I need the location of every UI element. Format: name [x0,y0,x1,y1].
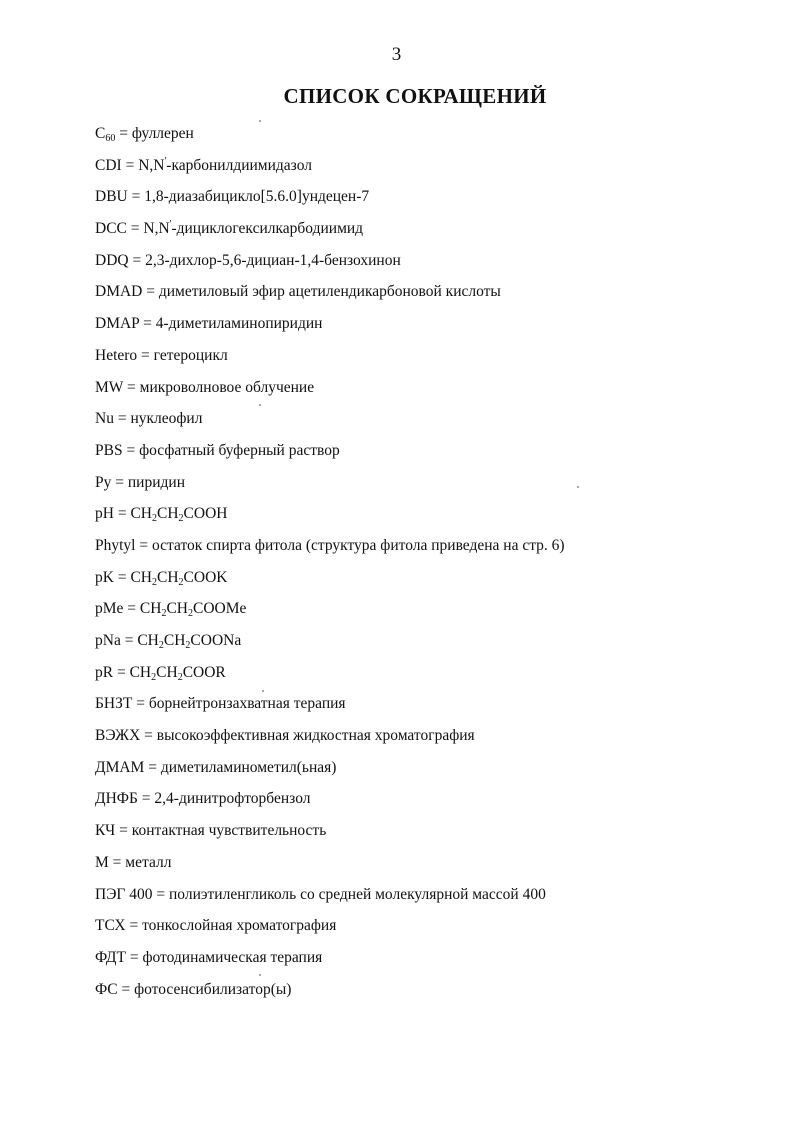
formula-part: CH [157,505,179,523]
separator: = [123,378,140,396]
formula-subscript: 2 [177,671,183,683]
separator: = [132,695,149,713]
abbreviation-definition: борнейтронзахватная терапия [148,695,346,713]
formula-part: CH [139,600,162,618]
prime-mark: ' [164,155,167,167]
abbreviation-key: pR [95,663,114,681]
abbreviation-definition: тонкослойная хроматография [142,917,337,935]
separator: = [127,188,145,206]
abbreviation-item [95,150,775,182]
abbreviation-item [95,340,775,372]
formula-subscript: 2 [178,576,184,588]
formula-part: CH [137,632,159,649]
formula-part: CH [157,568,179,586]
abbreviation-key-subscript: 60 [105,133,116,144]
abbreviation-item [95,403,775,435]
abbreviation-definition: металл [125,853,172,871]
scan-speck [577,486,579,488]
abbreviation-item [95,910,775,942]
abbreviation-key: DMAD [95,283,143,301]
scan-speck [262,690,264,692]
abbreviation-list [95,118,775,1005]
separator: = [128,251,146,269]
scan-speck [259,974,261,976]
abbreviation-definition: фосфатный буферный раствор [139,441,340,459]
abbreviation-key: DCC [95,220,127,238]
formula-part: CH [130,505,152,523]
abbreviation-item [95,181,775,213]
separator: = [144,758,161,776]
formula-subscript: 2 [161,608,167,620]
separator: = [137,790,155,808]
formula-part: COONa [190,632,242,649]
separator: = [113,663,130,681]
page-title: СПИСОК СОКРАЩЕНИЙ [283,84,547,108]
abbreviation-key: КЧ [95,822,116,840]
scan-speck [259,120,261,122]
abbreviation-item [95,308,775,340]
separator: = [115,125,132,142]
formula-part: CH [130,568,152,586]
separator: = [111,473,128,491]
separator: = [125,917,143,935]
formula-subscript: 2 [178,513,184,525]
abbreviation-key: Phytyl [95,536,136,554]
abbreviation-definition: 1,8-диазабицикло[5.6.0]ундецен-7 [144,188,370,206]
abbreviation-item [95,498,775,530]
abbreviation-item [95,530,775,562]
separator: = [115,822,132,840]
abbreviation-key: PBS [95,441,123,459]
abbreviation-key: ТСХ [95,917,126,935]
abbreviation-definition: диметиламинометил(ьная) [160,758,337,776]
abbreviation-item [95,752,775,784]
abbreviation-key: ПЭГ 400 [95,885,153,903]
abbreviation-definition: контактная чувствительность [131,822,327,840]
abbreviation-item [95,974,775,1006]
abbreviation-key: DMAP [95,315,140,333]
abbreviation-definition: 4-диметиламинопиридин [155,315,323,333]
abbreviation-definition: гетероцикл [153,346,228,364]
abbreviation-key: Nu [95,410,114,428]
formula-part: CH [129,663,152,681]
abbreviation-key: БНЗТ [95,695,133,713]
abbreviation-key: DBU [95,188,128,206]
formula-subscript: 2 [185,640,191,651]
abbreviation-key: ВЭЖХ [95,727,141,745]
abbreviation-definition: остаток спирта фитола (структура фитола приведена на стр. 6) [151,536,565,554]
abbreviation-key: ФС [95,980,118,998]
separator: = [142,283,159,301]
formula-subscript: 2 [158,640,164,651]
separator: = [113,505,131,523]
abbreviation-key: pH [95,505,114,523]
separator: = [113,410,131,428]
abbreviation-key: Hetero [95,346,138,364]
formula-part: CH [163,632,186,649]
abbreviation-key: DDQ [95,251,129,269]
abbreviation-key: ДНФБ [95,790,138,808]
abbreviation-item [95,593,775,625]
abbreviation-definition: 2,4-динитрофторбензол [154,790,311,808]
abbreviation-definition: высокоэффективная жидкостная хроматография [156,727,475,745]
prime-mark: ' [169,219,172,231]
abbreviation-item [95,879,775,911]
abbreviation-key: pK [95,568,114,586]
abbreviation-item [95,815,775,847]
abbreviation-item [95,625,775,657]
abbreviation-definition: нуклеофил [130,410,203,428]
abbreviation-key: pMe [95,600,124,618]
abbreviation-item [95,213,775,245]
abbreviation-definition: 2,3-дихлор-5,6-дициан-1,4-бензохинон [145,251,401,269]
abbreviation-item [95,942,775,974]
abbreviation-key: M [95,853,109,871]
abbreviation-definition: полиэтиленгликоль со средней молекулярной массой 400 [169,885,546,903]
abbreviation-definition: фотодинамическая терапия [142,948,323,966]
abbreviation-definition: фотосенсибилизатор(ы) [134,980,292,998]
abbreviation-item [95,562,775,594]
separator: = [113,568,131,586]
formula-subscript: 2 [152,513,157,525]
separator: = [108,853,126,871]
separator: = [117,980,135,998]
abbreviation-definition: фуллерен [131,125,194,142]
abbreviation-item [95,720,775,752]
abbreviation-key: ДМАМ [95,758,145,776]
separator: = [126,220,144,238]
formula-part: COOH [183,505,228,523]
abbreviation-item [95,435,775,467]
abbreviation-item [95,276,775,308]
abbreviation-definition-rest: -карбонилдиимидазол [166,156,312,174]
formula-part: CH [156,663,178,681]
abbreviation-key: pNa [95,632,121,649]
abbreviation-definition: диметиловый эфир ацетилендикарбоновой кислоты [158,283,501,301]
page-number: 3 [391,44,402,65]
formula-subscript: 2 [152,576,157,588]
abbreviation-definition: микроволновое облучение [139,378,315,396]
abbreviation-definition: пиридин [127,473,185,491]
abbreviation-key: Py [95,473,112,491]
abbreviation-item [95,688,775,720]
abbreviation-item [95,372,775,404]
abbreviation-item [95,657,775,689]
separator: = [140,727,157,745]
abbreviation-definition: N,N [138,156,165,174]
abbreviation-definition-rest: -дициклогексилкарбодиимид [171,220,364,238]
abbreviation-item [95,467,775,499]
formula-part: CH [166,600,189,618]
formula-part: COOR [182,663,226,681]
abbreviation-item [95,118,775,150]
separator: = [120,632,138,649]
abbreviation-key: CDI [95,156,122,174]
formula-part: COOK [183,568,228,586]
formula-subscript: 2 [151,671,157,683]
separator: = [123,600,140,618]
separator: = [125,948,143,966]
abbreviation-item [95,245,775,277]
separator: = [137,346,154,364]
scan-speck [259,404,261,406]
separator: = [135,536,152,554]
abbreviation-key: C [95,125,106,142]
abbreviation-item [95,783,775,815]
abbreviation-key: ФДТ [95,948,126,966]
separator: = [139,315,156,333]
separator: = [152,885,170,903]
abbreviation-key: MW [95,378,124,396]
abbreviation-definition: N,N [143,220,170,238]
abbreviation-item [95,847,775,879]
separator: = [122,441,140,459]
separator: = [121,156,139,174]
formula-subscript: 2 [188,608,194,620]
formula-part: COOMe [193,600,247,618]
